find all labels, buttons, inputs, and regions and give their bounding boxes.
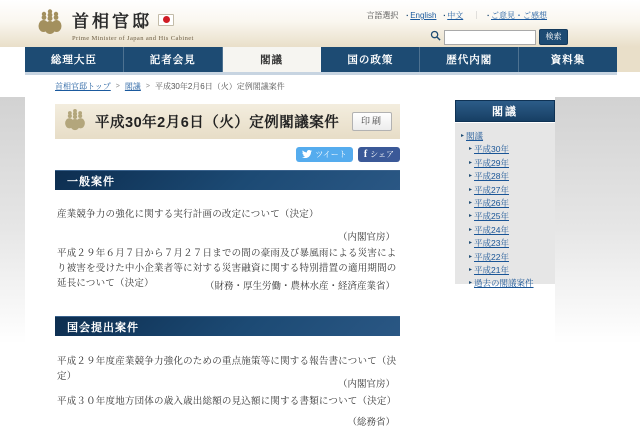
tweet-button-label: ツイート [315,150,347,159]
arrow-bullet-icon: ▸ [469,240,473,247]
twitter-bird-icon [302,149,312,161]
arrow-bullet-icon: ▸ [469,200,473,207]
sidebar-item-cabinet[interactable] [461,130,551,143]
section-heading-general: 一般案件 [55,170,400,190]
arrow-bullet-icon: ▸ [469,159,473,166]
sidebar-item-year[interactable] [469,251,551,264]
main-navigation [25,47,617,72]
bullet-icon: ▪ [487,12,489,19]
sidebar-year-link[interactable]: 平成29年 [474,157,509,168]
share-button-label: シェア [370,150,394,159]
language-select-label: 言語選択 [366,11,399,20]
sidebar-past-cases-link[interactable]: 過去の閣議案件 [474,278,534,289]
nav-tab-documents[interactable]: 資料集 [550,54,586,66]
sidebar-year-link[interactable]: 平成25年 [474,211,509,222]
facebook-f-icon: f [363,149,368,160]
sidebar-header: 閣議 [455,100,555,122]
facebook-share-button[interactable] [358,147,400,162]
nav-row-right-filler [617,47,640,72]
site-subtitle: Prime Minister of Japan and His Cabinet [72,35,194,42]
page-title: 平成30年2月6日（火）定例閣議案件 [95,115,340,131]
sidebar-item-year[interactable] [469,157,551,170]
arrow-bullet-icon: ▸ [469,213,473,220]
nav-tab-national-policy[interactable]: 国の政策 [321,47,420,72]
search-button[interactable]: 検索 [539,29,568,45]
sidebar-year-link[interactable]: 平成26年 [474,198,509,209]
feedback-link[interactable]: ご意見・ご感想 [491,11,547,20]
breadcrumb-home-link[interactable]: 首相官邸トップ [55,82,111,91]
arrow-bullet-icon: ▸ [469,253,473,260]
tweet-button[interactable] [296,147,353,162]
site-logo[interactable] [36,7,194,42]
section-heading-diet-submission: 国会提出案件 [55,316,400,336]
sidebar-item-past-cases[interactable] [469,277,551,290]
sidebar-item-year[interactable] [469,224,551,237]
arrow-bullet-icon: ▸ [461,133,465,139]
sidebar-item-year[interactable] [469,210,551,223]
sidebar-item-year[interactable] [469,237,551,250]
nav-underline [25,72,617,75]
arrow-bullet-icon: ▸ [469,173,473,180]
divider: ｜ [472,11,481,20]
japan-flag-icon [158,14,174,26]
breadcrumb-current-page: 平成30年2月6日（火）定例閣議案件 [154,82,285,91]
breadcrumb [55,81,285,92]
sidebar-year-link[interactable]: 平成24年 [474,224,509,235]
sidebar-year-link[interactable]: 平成27年 [474,184,509,195]
nav-tab-press-conference[interactable]: 記者会見 [124,47,223,72]
print-button[interactable]: 印刷 [352,112,392,131]
search-input[interactable] [444,30,536,45]
arrow-bullet-icon: ▸ [469,186,473,193]
sidebar-item-year[interactable] [469,197,551,210]
ministry-label: （内閣官房） [337,232,395,243]
sidebar-year-link[interactable]: 平成22年 [474,251,509,262]
arrow-bullet-icon: ▸ [469,280,473,287]
language-bar [366,10,554,21]
ministry-label: （総務省） [347,417,395,428]
breadcrumb-separator-icon: > [115,83,120,90]
case-item: 平成３０年度地方団体の歳入歳出総額の見込額に関する書類について（決定） [57,396,397,407]
sidebar-item-year[interactable] [469,143,551,156]
sidebar-item-year[interactable] [469,264,551,277]
nav-tab-cabinet-meeting[interactable]: 閣議 [223,47,322,72]
breadcrumb-separator-icon: > [145,83,150,90]
sidebar-cabinet-link[interactable]: 閣議 [466,131,484,141]
arrow-bullet-icon: ▸ [469,146,473,153]
bullet-icon: ▪ [406,12,409,19]
sidebar-year-link[interactable]: 平成30年 [474,144,509,155]
sidebar-year-link[interactable]: 平成21年 [474,265,509,276]
ministry-label: （内閣官房） [337,379,395,390]
kantei-crest-icon [63,107,87,136]
breadcrumb-cabinet-link[interactable]: 閣議 [124,82,141,91]
nav-tab-past-cabinets[interactable]: 歴代内閣 [420,47,519,72]
sidebar-menu [455,123,555,289]
nav-tab-prime-minister[interactable]: 総理大臣 [25,47,124,72]
arrow-bullet-icon: ▸ [469,267,473,274]
bullet-icon: ▪ [443,12,446,19]
case-item: 平成２９年度産業競争力強化のための重点施策等に関する報告書について（決定） [57,356,397,382]
sidebar-item-year[interactable] [469,170,551,183]
site-title: 首相官邸 [72,12,152,31]
sidebar-year-link[interactable]: 平成28年 [474,171,509,182]
sidebar-year-link[interactable]: 平成23年 [474,238,509,249]
english-link[interactable]: English [410,11,437,20]
share-buttons-row [55,147,400,162]
case-item: 平成２９年６月７日から７月２７日までの間の豪雨及び暴風雨による災害により被害を受けた中小企業者等に対する災害融資に関する特別措置の適用期間の延長について（決定） [57,248,397,289]
ministry-label: （財務・厚生労働・農林水産・経済産業省） [204,281,395,292]
search-area [430,28,568,46]
page-title-box [55,104,400,139]
chinese-link[interactable]: 中文 [447,11,464,20]
arrow-bullet-icon: ▸ [469,226,473,233]
case-item: 産業競争力の強化に関する実行計画の改定について（決定） [57,209,319,220]
sidebar-item-year[interactable] [469,184,551,197]
kantei-crest-icon [36,7,64,40]
search-icon [430,28,444,46]
